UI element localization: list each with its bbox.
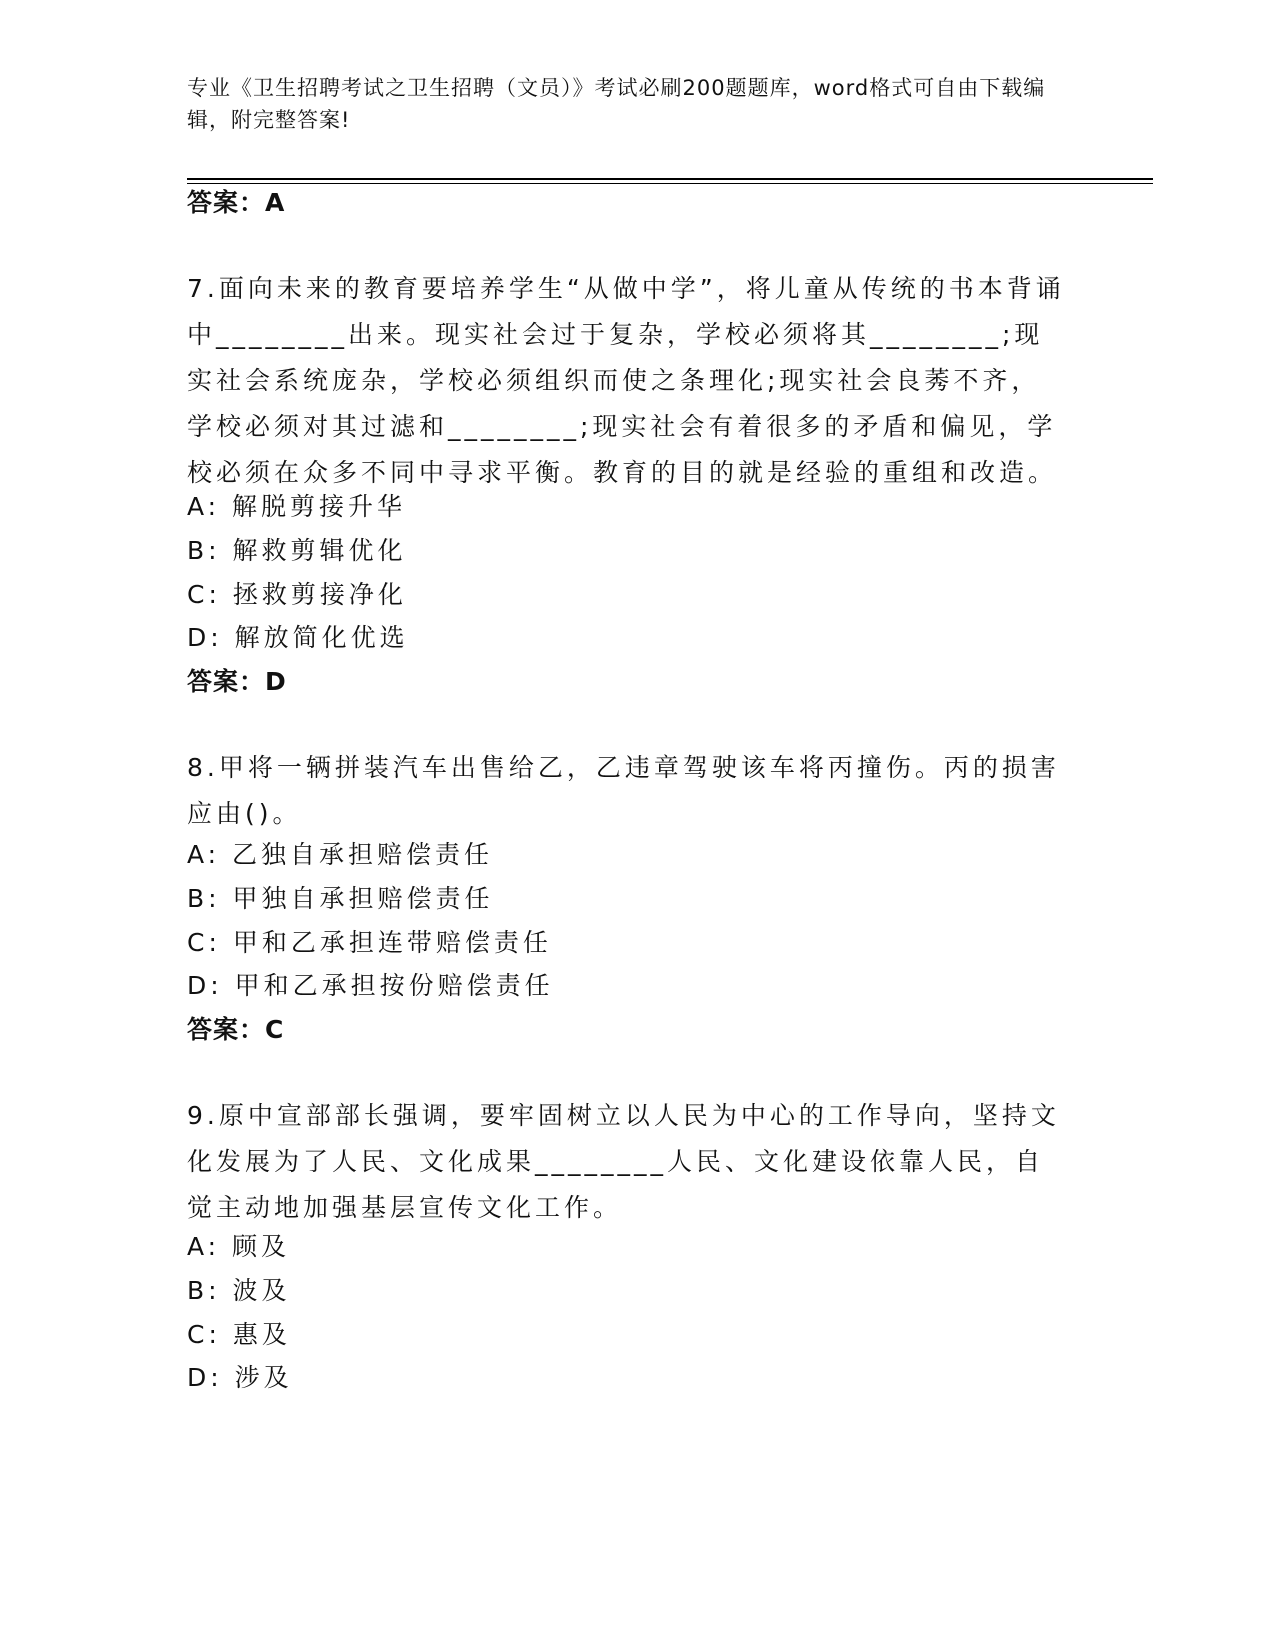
question-8-option-a: A: 乙独自承担赔偿责任 [187,840,494,869]
question-7-stem: 7.面向未来的教育要培养学生“从做中学”，将儿童从传统的书本背诵中________出来。现实社会过于复杂，学校必须将其________;现实社会系统庞杂，学校必须组织而使之条理化;现实社会良莠不齐，学校必须对其过滤和________;现实社会有着很多的矛盾和偏见，学校必须在众多不同中寻求平衡。教育的目的就是经验的重组和改造。 [187,274,1065,487]
header-rule-thin [187,183,1153,184]
header-rule-thick [187,178,1153,180]
question-8-option-b: B: 甲独自承担赔偿责任 [187,884,494,913]
question-7-option-b: B: 解救剪辑优化 [187,536,407,565]
question-8-option-c: C: 甲和乙承担连带赔偿责任 [187,928,552,957]
question-9-stem: 9.原中宣部部长强调，要牢固树立以人民为中心的工作导向，坚持文化发展为了人民、文化成果________人民、文化建设依靠人民，自觉主动地加强基层宣传文化工作。 [187,1101,1060,1222]
answer-q6: 答案：A [187,188,286,217]
question-7-option-d: D: 解放简化优选 [187,623,409,652]
document-header: 专业《卫生招聘考试之卫生招聘（文员）》考试必刷200题题库，word格式可自由下载编辑，附完整答案! [187,76,1046,132]
answer-q7: 答案：D [187,667,287,696]
question-9-option-d: D: 涉及 [187,1363,293,1392]
question-7-option-a: A: 解脱剪接升华 [187,492,407,521]
question-9-option-c: C: 惠及 [187,1320,291,1349]
question-9-option-a: A: 顾及 [187,1232,291,1261]
answer-q8: 答案：C [187,1015,285,1044]
question-8-stem: 8.甲将一辆拼装汽车出售给乙，乙违章驾驶该车将丙撞伤。丙的损害应由()。 [187,753,1060,828]
question-8-option-d: D: 甲和乙承担按份赔偿责任 [187,971,554,1000]
question-9-option-b: B: 波及 [187,1276,291,1305]
question-7-option-c: C: 拯救剪接净化 [187,580,407,609]
